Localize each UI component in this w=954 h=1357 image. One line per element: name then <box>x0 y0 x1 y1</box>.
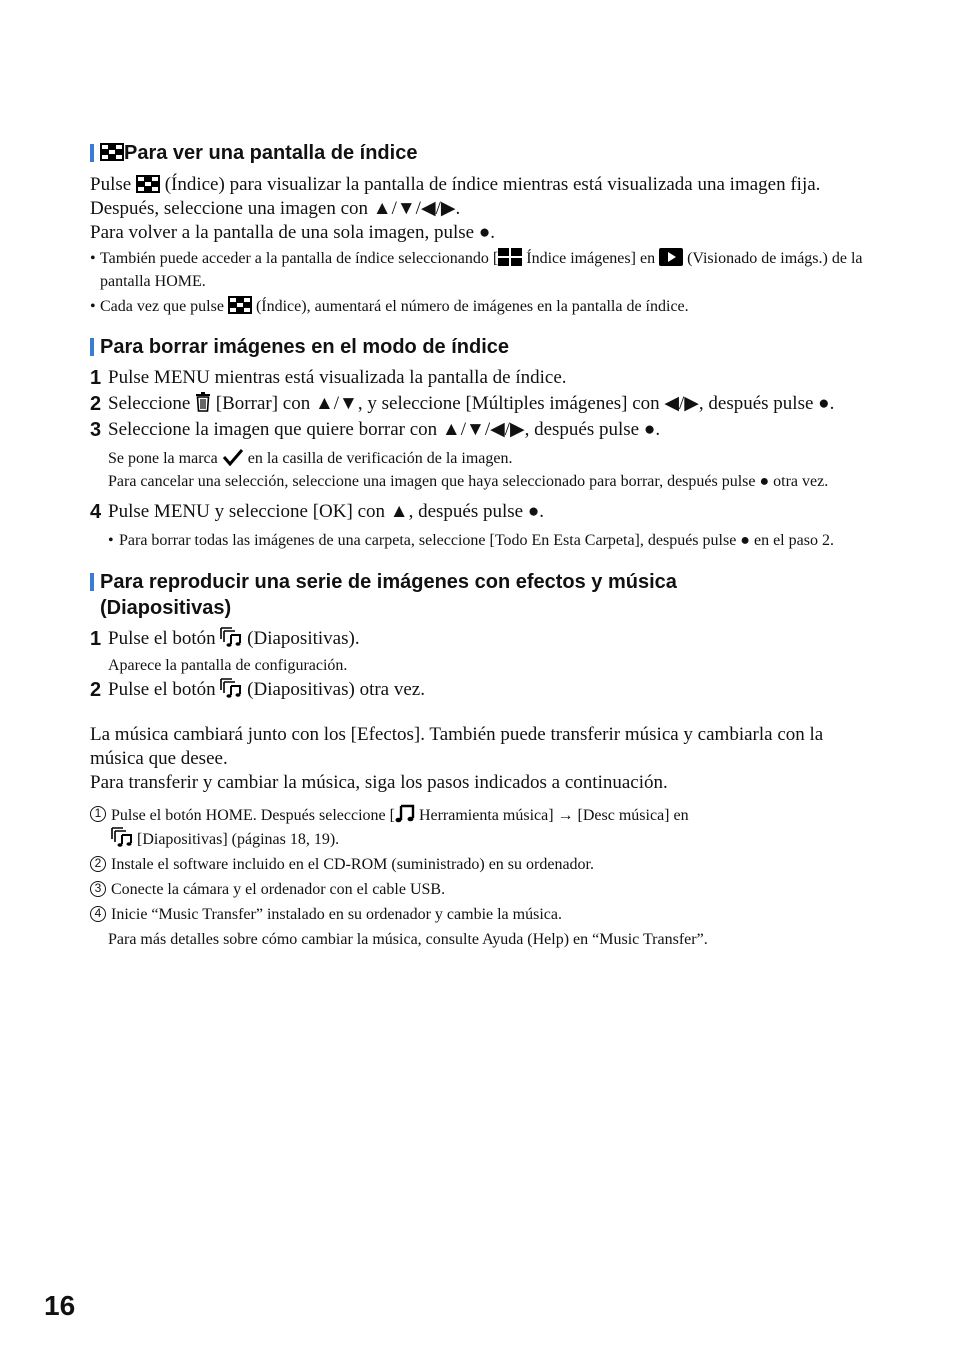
slideshow-icon <box>111 827 133 847</box>
bullet-item: • También puede acceder a la pantalla de índice seleccionando [ Índice imágenes] en (Visionado de imágs.) de la pantalla HOME. <box>90 250 863 290</box>
step-note: Se pone la marca en la casilla de verificación de la imagen. <box>108 450 513 467</box>
step-4: 4 Pulse MENU y seleccione [OK] con ▲, después pulse ●. <box>90 501 545 523</box>
index-icon <box>100 143 124 161</box>
step-note: Aparece la pantalla de configuración. <box>108 657 348 674</box>
numbered-item-2: 2 Instale el software incluido en el CD-ROM (suministrado) en su ordenador. <box>90 853 880 876</box>
paragraph: Para volver a la pantalla de una sola imagen, pulse ●. <box>90 222 496 243</box>
music-note-icon <box>395 803 415 823</box>
bullet-item: • Para borrar todas las imágenes de una carpeta, seleccione [Todo En Esta Carpeta], después pulse ● en el paso 2. <box>108 532 834 549</box>
heading-bar <box>90 144 94 162</box>
numbered-item-4: 4 Inicie “Music Transfer” instalado en su ordenador y cambie la música. <box>90 903 880 926</box>
slideshow-icon <box>220 678 242 698</box>
numbered-item-3: 3 Conecte la cámara y el ordenador con el cable USB. <box>90 878 880 901</box>
index-icon <box>228 296 252 314</box>
step-note: Para cancelar una selección, seleccione una imagen que haya seleccionado para borrar, después pulse ● otra vez. <box>108 473 829 490</box>
heading-bar <box>90 573 94 591</box>
bullet-item: • Cada vez que pulse (Índice), aumentará el número de imágenes en la pantalla de índice. <box>90 298 689 315</box>
step-1: 1 Pulse el botón (Diapositivas). <box>90 628 360 650</box>
paragraph: Pulse (Índice) para visualizar la pantalla de índice mientras está visualizada una imagen fija. <box>90 174 821 195</box>
trash-icon <box>195 392 211 412</box>
section-heading-index: Para ver una pantalla de índice <box>90 140 880 166</box>
item-note: Para más detalles sobre cómo cambiar la música, consulte Ayuda (Help) en “Music Transfer”. <box>108 931 708 948</box>
page-number: 16 <box>44 1290 76 1321</box>
step-2: 2 Pulse el botón (Diapositivas) otra vez. <box>90 679 425 701</box>
check-icon <box>222 448 244 466</box>
numbered-item-1: 1 Pulse el botón HOME. Después seleccione [ Herramienta música] → [Desc música] en [Diapositivas] (páginas 18, 19). <box>90 803 880 851</box>
paragraph: Para transferir y cambiar la música, siga los pasos indicados a continuación. <box>90 772 668 793</box>
paragraph: La música cambiará junto con los [Efectos]. También puede transferir música y cambiarla con la música que desee. <box>90 724 824 769</box>
page-content <box>90 138 880 951</box>
paragraph: Después, seleccione una imagen con ▲/▼/◀/▶. <box>90 198 461 219</box>
step-3: 3 Seleccione la imagen que quiere borrar con ▲/▼/◀/▶, después pulse ●. <box>90 419 661 441</box>
section-heading-slideshow: Para reproducir una serie de imágenes con efectos y música (Diapositivas) <box>90 569 880 621</box>
slideshow-icon <box>220 627 242 647</box>
step-2: 2 Seleccione [Borrar] con ▲/▼, y seleccione [Múltiples imágenes] con ◀/▶, después pulse ●. <box>90 393 835 415</box>
section-heading-delete: Para borrar imágenes en el modo de índice <box>90 334 880 360</box>
index-icon <box>136 175 160 193</box>
grid-icon <box>498 248 522 266</box>
step-1: 1 Pulse MENU mientras está visualizada la pantalla de índice. <box>90 367 567 389</box>
play-icon <box>659 248 683 266</box>
heading-bar <box>90 338 94 356</box>
